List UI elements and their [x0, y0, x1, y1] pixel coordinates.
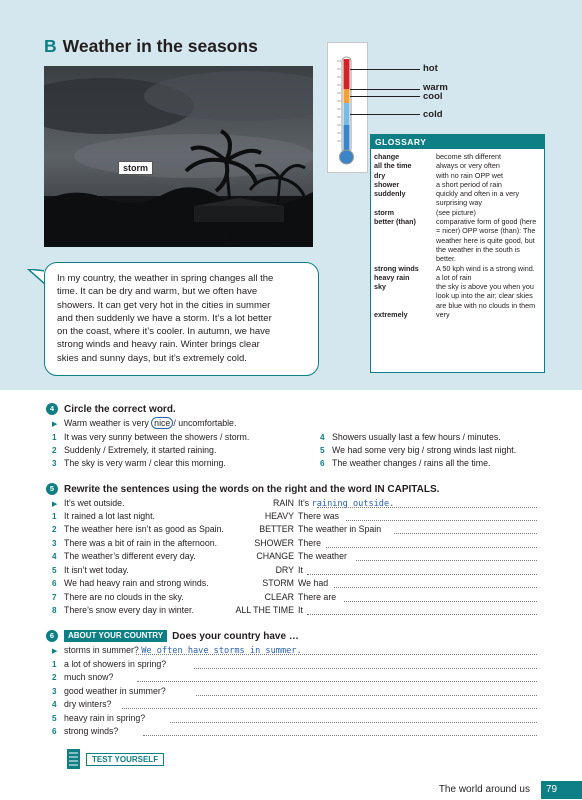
item-number: 6	[320, 459, 325, 468]
item-number: 3	[52, 687, 57, 696]
bubble-line: In my country, the weather in spring changes all the	[57, 273, 274, 284]
play-arrow-icon: ▶	[52, 501, 58, 508]
glossary-term: shower	[374, 179, 400, 189]
item-text: Suddenly / Extremely, it started raining.	[64, 445, 217, 455]
exercise-5-item	[52, 604, 194, 616]
answer-line	[317, 507, 537, 508]
glossary-term: suddenly	[374, 189, 406, 199]
capital-word: BETTER	[259, 524, 294, 534]
item-text: It was very sunny between the showers / storm.	[64, 432, 250, 442]
answer-line[interactable]	[326, 547, 537, 548]
capital-word: HEAVY	[264, 511, 294, 521]
start-text: The weather in Spain	[298, 524, 382, 534]
start-text: There are	[298, 592, 337, 602]
item-text: The sky is very warm / clear this morning.	[64, 458, 226, 468]
thermo-label-warm: warm	[423, 82, 448, 93]
item-sentence: The weather here isn’t as good as Spain.	[64, 524, 224, 534]
glossary-term: extremely	[374, 310, 408, 320]
glossary-def: the sky is above you when you look up into the air; clear skies are blue with no clouds in them	[436, 282, 536, 310]
item-sentence: We had heavy rain and strong winds.	[64, 578, 209, 588]
item-question: good weather in summer?	[64, 686, 166, 696]
glossary-entry	[371, 161, 544, 170]
storm-photo-graphic	[44, 66, 313, 247]
glossary-entry	[371, 189, 544, 208]
exercise-4-item[interactable]	[52, 444, 216, 456]
start-text: The weather	[298, 551, 347, 561]
exercise-5-item	[52, 577, 209, 589]
photo-label-storm: storm	[118, 161, 153, 175]
item-sentence: There was a bit of rain in the afternoon.	[64, 538, 218, 548]
play-arrow-icon: ▶	[52, 421, 58, 428]
exercise-4-item[interactable]	[320, 444, 516, 456]
item-question: much snow?	[64, 672, 114, 682]
exercise-5-item	[52, 564, 129, 576]
start-text: It	[298, 565, 303, 575]
item-text: The weather changes / rains all the time.	[332, 458, 491, 468]
test-yourself-tag[interactable]: TEST YOURSELF	[86, 753, 164, 766]
section-title	[44, 36, 258, 57]
glossary-def: A 50 kph wind is a strong wind.	[436, 263, 535, 273]
bubble-line: skies and sunny days, but it’s extremely cold.	[57, 352, 247, 364]
item-number: 4	[320, 433, 325, 442]
item-number: 4	[52, 552, 57, 561]
glossary-entry	[371, 208, 544, 217]
example-after: / uncomfortable.	[173, 418, 237, 428]
capital-word: SHOWER	[254, 538, 294, 548]
exercise-5-item	[52, 510, 155, 522]
answer-line[interactable]	[196, 695, 537, 696]
item-number: 2	[52, 525, 57, 534]
item-sentence: It isn’t wet today.	[64, 565, 129, 575]
glossary-entry	[371, 273, 544, 282]
circled-answer[interactable]: nice	[151, 417, 173, 429]
glossary-def: quickly and often in a very surprising way	[436, 189, 520, 208]
exercise-4-item[interactable]	[52, 457, 226, 469]
glossary-def: comparative form of good (here = nicer) OPP worse (than): The weather here is quite good, but the weather in the south is better.	[436, 217, 537, 264]
answer-line[interactable]	[143, 735, 537, 736]
bubble-line: time. It can be dry and warm, but we often have	[57, 286, 258, 298]
answer-line[interactable]	[194, 668, 537, 669]
exercise-number: 4	[46, 403, 58, 415]
glossary-def: a lot of rain	[436, 272, 472, 282]
glossary-entry	[371, 282, 544, 310]
speech-bubble	[44, 262, 319, 376]
example-before: Warm weather is very	[64, 418, 152, 428]
capital-word: ALL THE TIME	[235, 605, 294, 615]
answer-line[interactable]	[394, 533, 537, 534]
thermo-label-hot: hot	[423, 63, 438, 74]
exercise-number: 6	[46, 630, 58, 642]
item-number: 8	[52, 606, 57, 615]
bubble-line: on the coast, where it’s cooler. In autumn, we have	[57, 326, 271, 338]
item-number: 5	[52, 566, 57, 575]
item-question: dry winters?	[64, 699, 112, 709]
answer-line[interactable]	[334, 587, 537, 588]
glossary-def: with no rain OPP wet	[436, 170, 503, 180]
exercise-4-header	[46, 402, 176, 416]
exercise-instruction: Circle the correct word.	[64, 403, 176, 415]
item-number: 5	[320, 446, 325, 455]
capital-word: CLEAR	[264, 592, 294, 602]
answer-line[interactable]	[307, 614, 537, 615]
item-sentence: The weather’s different every day.	[64, 551, 196, 561]
answer-line	[136, 654, 537, 655]
answer-line[interactable]	[122, 708, 537, 709]
glossary-term: strong winds	[374, 263, 419, 273]
exercise-6-header	[46, 629, 299, 643]
item-number: 3	[52, 539, 57, 548]
item-number: 6	[52, 579, 57, 588]
item-question: a lot of showers in spring?	[64, 659, 167, 669]
glossary-box	[370, 134, 545, 373]
start-text: We had	[298, 578, 329, 588]
glossary-entry	[371, 180, 544, 189]
bubble-line: strong winds and heavy rain. Winter brings clear	[57, 339, 260, 351]
section-letter: B	[44, 36, 57, 56]
exercise-4-item[interactable]	[320, 457, 490, 469]
exercise-5-item	[52, 591, 184, 603]
glossary-def: a short period of rain	[436, 179, 502, 189]
glossary-def: very	[436, 310, 450, 320]
thermometer-icon	[328, 43, 369, 174]
exercise-6-item	[52, 698, 111, 710]
exercise-6-item	[52, 725, 118, 737]
start-text: It’s	[298, 498, 310, 508]
glossary-entry	[371, 171, 544, 180]
item-number: 2	[52, 446, 57, 455]
thermo-leader-cool	[350, 96, 420, 97]
example-sentence: It’s wet outside.	[64, 498, 125, 508]
glossary-term: dry	[374, 170, 386, 180]
answer-line[interactable]	[137, 681, 537, 682]
exercise-4-item[interactable]	[52, 431, 249, 443]
handwritten-answer: We often have storms in summer.	[141, 646, 302, 656]
start-text: There was	[298, 511, 340, 521]
exercise-6-item	[52, 671, 113, 683]
exercise-6-item	[52, 658, 166, 670]
thermo-label-cool: cool	[423, 91, 443, 102]
item-sentence: There are no clouds in the sky.	[64, 592, 184, 602]
handwritten-answer: raining outside.	[311, 499, 395, 509]
glossary-entry	[371, 264, 544, 273]
exercise-5-item	[52, 550, 196, 562]
exercise-5-header	[46, 482, 439, 496]
item-number: 5	[52, 714, 57, 723]
item-sentence: There’s snow every day in winter.	[64, 605, 194, 615]
item-question: heavy rain in spring?	[64, 713, 146, 723]
about-your-country-tag: ABOUT YOUR COUNTRY	[64, 630, 167, 642]
item-number: 6	[52, 727, 57, 736]
storm-photo	[44, 66, 313, 247]
answer-line[interactable]	[356, 560, 537, 561]
exercise-6-item	[52, 685, 166, 697]
glossary-term: better (than)	[374, 217, 416, 227]
bubble-line: and then suddenly we have a storm. It’s a lot better	[57, 312, 272, 324]
exercise-number: 5	[46, 483, 58, 495]
glossary-header: GLOSSARY	[371, 135, 544, 149]
exercise-5-example	[52, 497, 124, 509]
item-number: 1	[52, 660, 57, 669]
capital-word: STORM	[262, 578, 294, 588]
item-question: strong winds?	[64, 726, 119, 736]
notebook-icon	[66, 748, 81, 770]
item-text: We had some very big / strong winds last night.	[332, 445, 517, 455]
example-question: storms in summer?	[64, 645, 139, 655]
exercise-5-item	[52, 523, 224, 535]
thermo-leader-cold	[350, 114, 420, 115]
item-number: 7	[52, 593, 57, 602]
item-text: Showers usually last a few hours / minutes.	[332, 432, 501, 442]
item-number: 4	[52, 700, 57, 709]
answer-line[interactable]	[170, 722, 537, 723]
glossary-term: sky	[374, 282, 386, 292]
item-number: 2	[52, 673, 57, 682]
exercise-5-item	[52, 537, 217, 549]
glossary-entry	[371, 310, 544, 319]
capital-word: CHANGE	[256, 551, 294, 561]
capital-word: DRY	[275, 565, 294, 575]
glossary-term: heavy rain	[374, 272, 410, 282]
item-number: 1	[52, 433, 57, 442]
footer-unit-title: The world around us	[438, 784, 530, 795]
answer-line[interactable]	[307, 574, 537, 575]
exercise-4-example	[52, 417, 236, 429]
item-number: 1	[52, 512, 57, 521]
bubble-line: showers. It can get very hot in the cities in summer	[57, 299, 271, 311]
thermo-leader-hot	[350, 69, 420, 70]
glossary-term: storm	[374, 207, 394, 217]
thermo-leader-warm	[350, 89, 420, 90]
start-text: It	[298, 605, 303, 615]
exercise-4-item[interactable]	[320, 431, 501, 443]
capital-word: RAIN	[272, 498, 294, 508]
start-text: There	[298, 538, 321, 548]
thermo-label-cold: cold	[423, 109, 443, 120]
answer-line[interactable]	[344, 601, 537, 602]
page-number: 79	[541, 781, 582, 799]
glossary-term: change	[374, 152, 400, 161]
item-sentence: It rained a lot last night.	[64, 511, 155, 521]
glossary-def: become sth different	[436, 152, 501, 161]
glossary-term: all the time	[374, 161, 412, 171]
exercise-instruction: Does your country have …	[172, 630, 299, 642]
exercise-6-item	[52, 712, 145, 724]
section-title-text: Weather in the seasons	[62, 36, 258, 56]
glossary-def: (see picture)	[436, 207, 476, 217]
thermometer-card	[327, 42, 368, 173]
glossary-def: always or very often	[436, 161, 500, 171]
glossary-entry	[371, 217, 544, 263]
play-arrow-icon: ▶	[52, 648, 58, 655]
glossary-entry	[371, 152, 544, 161]
item-number: 3	[52, 459, 57, 468]
answer-line[interactable]	[346, 520, 537, 521]
exercise-instruction: Rewrite the sentences using the words on the right and the word IN CAPITALS.	[64, 483, 440, 495]
